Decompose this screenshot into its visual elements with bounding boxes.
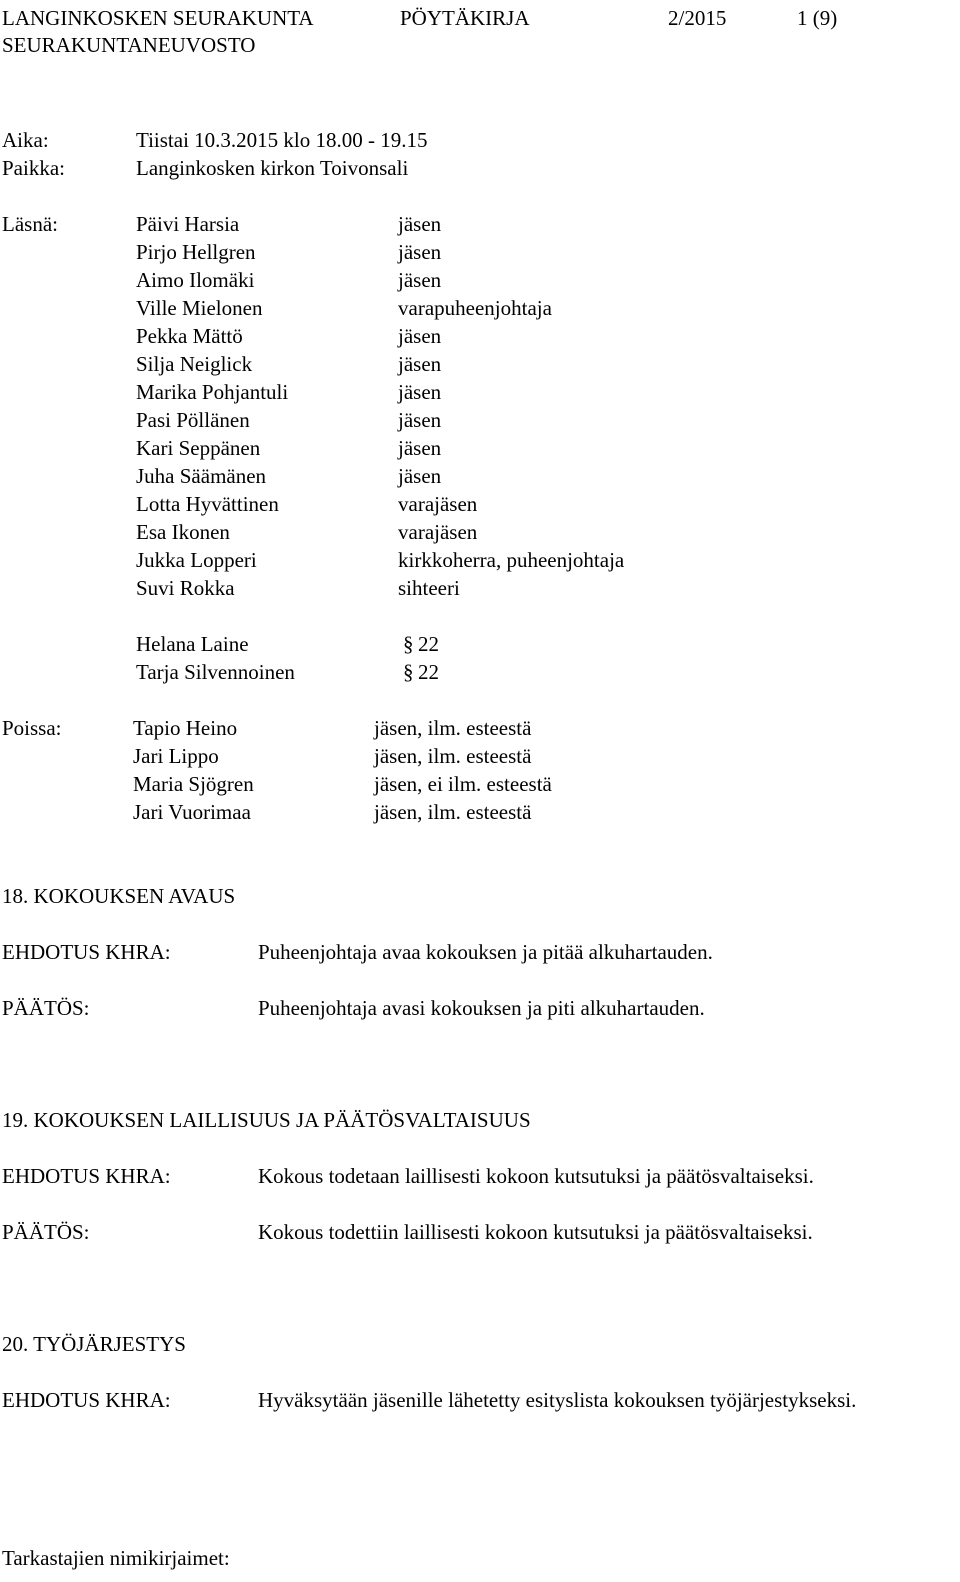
list-item xyxy=(0,658,960,686)
member-name: Pekka Mättö xyxy=(136,324,243,348)
item-title: 20. TYÖJÄRJESTYS xyxy=(2,1332,186,1356)
member-role: jäsen xyxy=(398,464,442,488)
member-role: jäsen, ilm. esteestä xyxy=(374,716,532,740)
decision-label: PÄÄTÖS: xyxy=(2,996,90,1020)
absent-label: Poissa: xyxy=(2,716,62,740)
initials-label: Tarkastajien nimikirjaimet: xyxy=(2,1546,230,1570)
list-item xyxy=(0,378,960,406)
member-name: Pasi Pöllänen xyxy=(136,408,250,432)
list-item xyxy=(0,770,960,798)
section-sign: § xyxy=(403,632,414,656)
member-name: Ville Mielonen xyxy=(136,296,263,320)
member-name: Lotta Hyvättinen xyxy=(136,492,279,516)
list-item xyxy=(0,490,960,518)
place-value: Langinkosken kirkon Toivonsali xyxy=(136,156,409,180)
member-role: jäsen xyxy=(398,240,442,264)
list-item xyxy=(0,714,960,742)
list-item xyxy=(0,742,960,770)
member-role: jäsen, ilm. esteestä xyxy=(374,800,532,824)
member-name: Esa Ikonen xyxy=(136,520,230,544)
list-item xyxy=(0,518,960,546)
decision-text: Kokous todettiin laillisesti kokoon kutsutuksi ja päätösvaltaiseksi. xyxy=(258,1220,813,1244)
list-item xyxy=(0,350,960,378)
member-role: jäsen xyxy=(398,268,442,292)
list-item xyxy=(0,574,960,602)
doc-type: PÖYTÄKIRJA xyxy=(400,6,530,30)
member-name: Maria Sjögren xyxy=(133,772,254,796)
proposal-text: Puheenjohtaja avaa kokouksen ja pitää alkuhartauden. xyxy=(258,940,713,964)
list-item xyxy=(0,630,960,658)
decision-text: Puheenjohtaja avasi kokouksen ja piti alkuhartauden. xyxy=(258,996,705,1020)
proposal-text: Kokous todetaan laillisesti kokoon kutsutuksi ja päätösvaltaiseksi. xyxy=(258,1164,814,1188)
page-number: 1 (9) xyxy=(797,6,838,30)
member-name: Jukka Lopperi xyxy=(136,548,257,572)
item-title: 19. KOKOUKSEN LAILLISUUS JA PÄÄTÖSVALTAISUUS xyxy=(2,1108,531,1132)
section-number: 22 xyxy=(418,632,439,656)
member-role: sihteeri xyxy=(398,576,460,600)
item-title: 18. KOKOUKSEN AVAUS xyxy=(2,884,236,908)
member-role: jäsen xyxy=(398,436,442,460)
member-name: Silja Neiglick xyxy=(136,352,253,376)
list-item xyxy=(0,406,960,434)
member-name: Kari Seppänen xyxy=(136,436,261,460)
member-role: kirkkoherra, puheenjohtaja xyxy=(398,548,625,572)
time-label: Aika: xyxy=(2,128,49,152)
list-item xyxy=(0,798,960,826)
time-value: Tiistai 10.3.2015 klo 18.00 - 19.15 xyxy=(136,128,428,152)
council-name: SEURAKUNTANEUVOSTO xyxy=(2,33,256,57)
member-name: Tapio Heino xyxy=(133,716,238,740)
list-item xyxy=(0,462,960,490)
list-item xyxy=(0,210,960,238)
present-label: Läsnä: xyxy=(2,212,58,236)
member-name: Marika Pohjantuli xyxy=(136,380,289,404)
proposal-label: EHDOTUS KHRA: xyxy=(2,940,171,964)
list-item xyxy=(0,266,960,294)
proposal-label: EHDOTUS KHRA: xyxy=(2,1164,171,1188)
attendee-name: Helana Laine xyxy=(136,632,249,656)
decision-label: PÄÄTÖS: xyxy=(2,1220,90,1244)
member-role: jäsen xyxy=(398,324,442,348)
list-item xyxy=(0,322,960,350)
doc-number: 2/2015 xyxy=(668,6,727,30)
member-name: Aimo Ilomäki xyxy=(136,268,255,292)
member-role: varajäsen xyxy=(398,520,478,544)
member-name: Pirjo Hellgren xyxy=(136,240,256,264)
list-item xyxy=(0,546,960,574)
member-name: Päivi Harsia xyxy=(136,212,240,236)
list-item xyxy=(0,238,960,266)
member-role: jäsen xyxy=(398,352,442,376)
member-role: jäsen, ilm. esteestä xyxy=(374,744,532,768)
member-role: jäsen xyxy=(398,408,442,432)
member-role: jäsen, ei ilm. esteestä xyxy=(374,772,552,796)
member-role: jäsen xyxy=(398,380,442,404)
list-item xyxy=(0,294,960,322)
proposal-text: Hyväksytään jäsenille lähetetty esityslista kokouksen työjärjestykseksi. xyxy=(258,1388,857,1412)
member-name: Jari Vuorimaa xyxy=(133,800,251,824)
attendee-name: Tarja Silvennoinen xyxy=(136,660,295,684)
member-name: Jari Lippo xyxy=(133,744,219,768)
place-label: Paikka: xyxy=(2,156,65,180)
proposal-label: EHDOTUS KHRA: xyxy=(2,1388,171,1412)
section-number: 22 xyxy=(418,660,439,684)
member-name: Suvi Rokka xyxy=(136,576,235,600)
member-name: Juha Säämänen xyxy=(136,464,267,488)
list-item xyxy=(0,434,960,462)
member-role: varajäsen xyxy=(398,492,478,516)
section-sign: § xyxy=(403,660,414,684)
member-role: varapuheenjohtaja xyxy=(398,296,552,320)
org-name: LANGINKOSKEN SEURAKUNTA xyxy=(2,6,314,30)
member-role: jäsen xyxy=(398,212,442,236)
